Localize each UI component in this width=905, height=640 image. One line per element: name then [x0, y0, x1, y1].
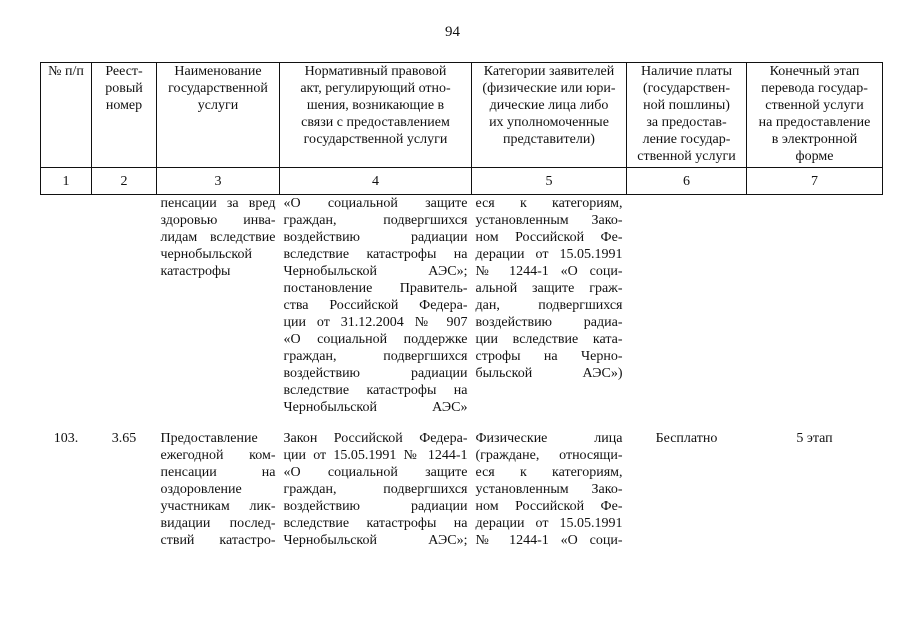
text-line: Нормативный правовой [304, 64, 447, 79]
registry-number: 3.65 [111, 431, 137, 446]
text-line: альной защите граж- [475, 281, 623, 296]
text-line: ровый [105, 81, 143, 96]
column-number-row [41, 168, 883, 195]
text-line: перевода государ- [761, 81, 868, 96]
header-applicant-categories [472, 63, 627, 168]
text-line: участникам лик- [160, 499, 276, 514]
text-line: государственной [168, 81, 268, 96]
text-line: «О социальной поддержке [283, 332, 468, 347]
text-line: в электронной [771, 132, 858, 147]
text-line: воздействию радиации [283, 230, 468, 245]
text-line: ственной услуги [637, 149, 736, 164]
header-legal-act [280, 63, 472, 168]
table-row-continuation [41, 195, 883, 417]
column-number: 6 [627, 168, 747, 195]
table-row-103 [41, 430, 883, 549]
text-line: (государствен- [642, 81, 731, 96]
text-line: Предоставление [160, 431, 258, 446]
column-number: 5 [472, 168, 627, 195]
text-line: ном Российской Фе- [475, 230, 623, 245]
page-number: 94 [445, 24, 460, 40]
column-number: 4 [280, 168, 472, 195]
fee-cell: Бесплатно [655, 431, 718, 446]
text-line: дан, подвергшихся [475, 298, 623, 313]
text-line: граждан, подвергшихся [283, 482, 468, 497]
text-line: номер [105, 98, 143, 113]
text-line: видации послед- [160, 516, 276, 531]
legal-act-cell [280, 195, 472, 417]
text-line: ежегодной ком- [160, 448, 276, 463]
text-line: № 1244-1 «О соци- [475, 533, 623, 548]
text-line: еся к категориям, [475, 465, 623, 480]
text-line: Чернобыльской АЭС»; [283, 533, 468, 548]
text-line: № 1244-1 «О соци- [475, 264, 623, 279]
applicant-categories-cell [472, 430, 627, 549]
text-line: лидам вследствие [160, 230, 276, 245]
text-line: строфы на Черно- [475, 349, 623, 364]
text-line: ции вследствие ката- [475, 332, 623, 347]
text-line: пенсации на [160, 465, 276, 480]
text-line: Реест- [105, 64, 143, 79]
text-line: Наличие платы [640, 64, 733, 79]
text-line: установленным Зако- [475, 482, 623, 497]
header-registry-number [92, 63, 157, 168]
text-line: вследствие катастрофы на [283, 516, 468, 531]
text-line: воздействию радиации [283, 499, 468, 514]
text-line: быльской АЭС») [475, 366, 623, 381]
header-final-stage [747, 63, 883, 168]
text-line: ции от 31.12.2004 № 907 [283, 315, 468, 330]
text-line: Физические лица [475, 431, 623, 446]
text-line: Категории заявителей [483, 64, 615, 79]
legal-act-cell [280, 430, 472, 549]
text-line: связи с предоставлением [301, 115, 450, 130]
column-number: 3 [157, 168, 280, 195]
text-line: Конечный этап [769, 64, 860, 79]
text-line: представители) [503, 132, 595, 147]
text-line: дические лица либо [489, 98, 609, 113]
text-line: форме [795, 149, 834, 164]
text-line: чернобыльской [160, 247, 252, 262]
text-line: на предоставление [758, 115, 871, 130]
text-line: «О социальной защите [283, 465, 468, 480]
column-number: 7 [747, 168, 883, 195]
services-registry-table [40, 62, 883, 549]
text-line: граждан, подвергшихся [283, 349, 468, 364]
header-fee [627, 63, 747, 168]
text-line: акт, регулирующий отно- [300, 81, 451, 96]
text-line: ственной услуги [765, 98, 864, 113]
text-line: граждан, подвергшихся [283, 213, 468, 228]
text-line: установленным Зако- [475, 213, 623, 228]
text-line: (физические или юри- [482, 81, 616, 96]
text-line: государственной услуги [303, 132, 448, 147]
applicant-categories-cell [472, 195, 627, 417]
table-header-row [41, 63, 883, 168]
service-name-cell [157, 430, 280, 549]
text-line: ление государ- [642, 132, 731, 147]
text-line: оздоровление [160, 482, 242, 497]
service-name-cell [157, 195, 280, 417]
text-line: «О социальной защите [283, 196, 468, 211]
header-index [41, 63, 92, 168]
text-line: вследствие катастрофы на [283, 383, 468, 398]
text-line: дерации от 15.05.1991 [475, 247, 623, 262]
text-line: услуги [197, 98, 239, 113]
column-number: 1 [41, 168, 92, 195]
text-line: Чернобыльской АЭС»; [283, 264, 468, 279]
column-number: 2 [92, 168, 157, 195]
text-line: их уполномоченные [489, 115, 609, 130]
text-line: за предостав- [646, 115, 727, 130]
text-line: воздействию радиа- [475, 315, 623, 330]
header-service-name [157, 63, 280, 168]
text-line: пенсации за вред [160, 196, 276, 211]
text-line: вследствие катастрофы на [283, 247, 468, 262]
text-line: ствий катастро- [160, 533, 276, 548]
text-line: Наименование [174, 64, 262, 79]
text-line: ной пошлины) [643, 98, 730, 113]
text-line: катастрофы [160, 264, 231, 279]
text-line: (граждане, относящи- [475, 448, 623, 463]
text-line: ции от 15.05.1991 № 1244-1 [283, 448, 468, 463]
text-line: шения, возникающие в [306, 98, 445, 113]
text-line: еся к категориям, [475, 196, 623, 211]
text-line: Закон Российской Федера- [283, 431, 468, 446]
text-line: № п/п [48, 64, 84, 79]
text-line: дерации от 15.05.1991 [475, 516, 623, 531]
row-index: 103. [53, 431, 79, 446]
text-line: ства Российской Федера- [283, 298, 468, 313]
final-stage-cell: 5 этап [796, 431, 833, 446]
text-line: постановление Правитель- [283, 281, 468, 296]
text-line: здоровью инва- [160, 213, 276, 228]
text-line: ном Российской Фе- [475, 499, 623, 514]
text-line: воздействию радиации [283, 366, 468, 381]
text-line: Чернобыльской АЭС» [283, 400, 468, 415]
